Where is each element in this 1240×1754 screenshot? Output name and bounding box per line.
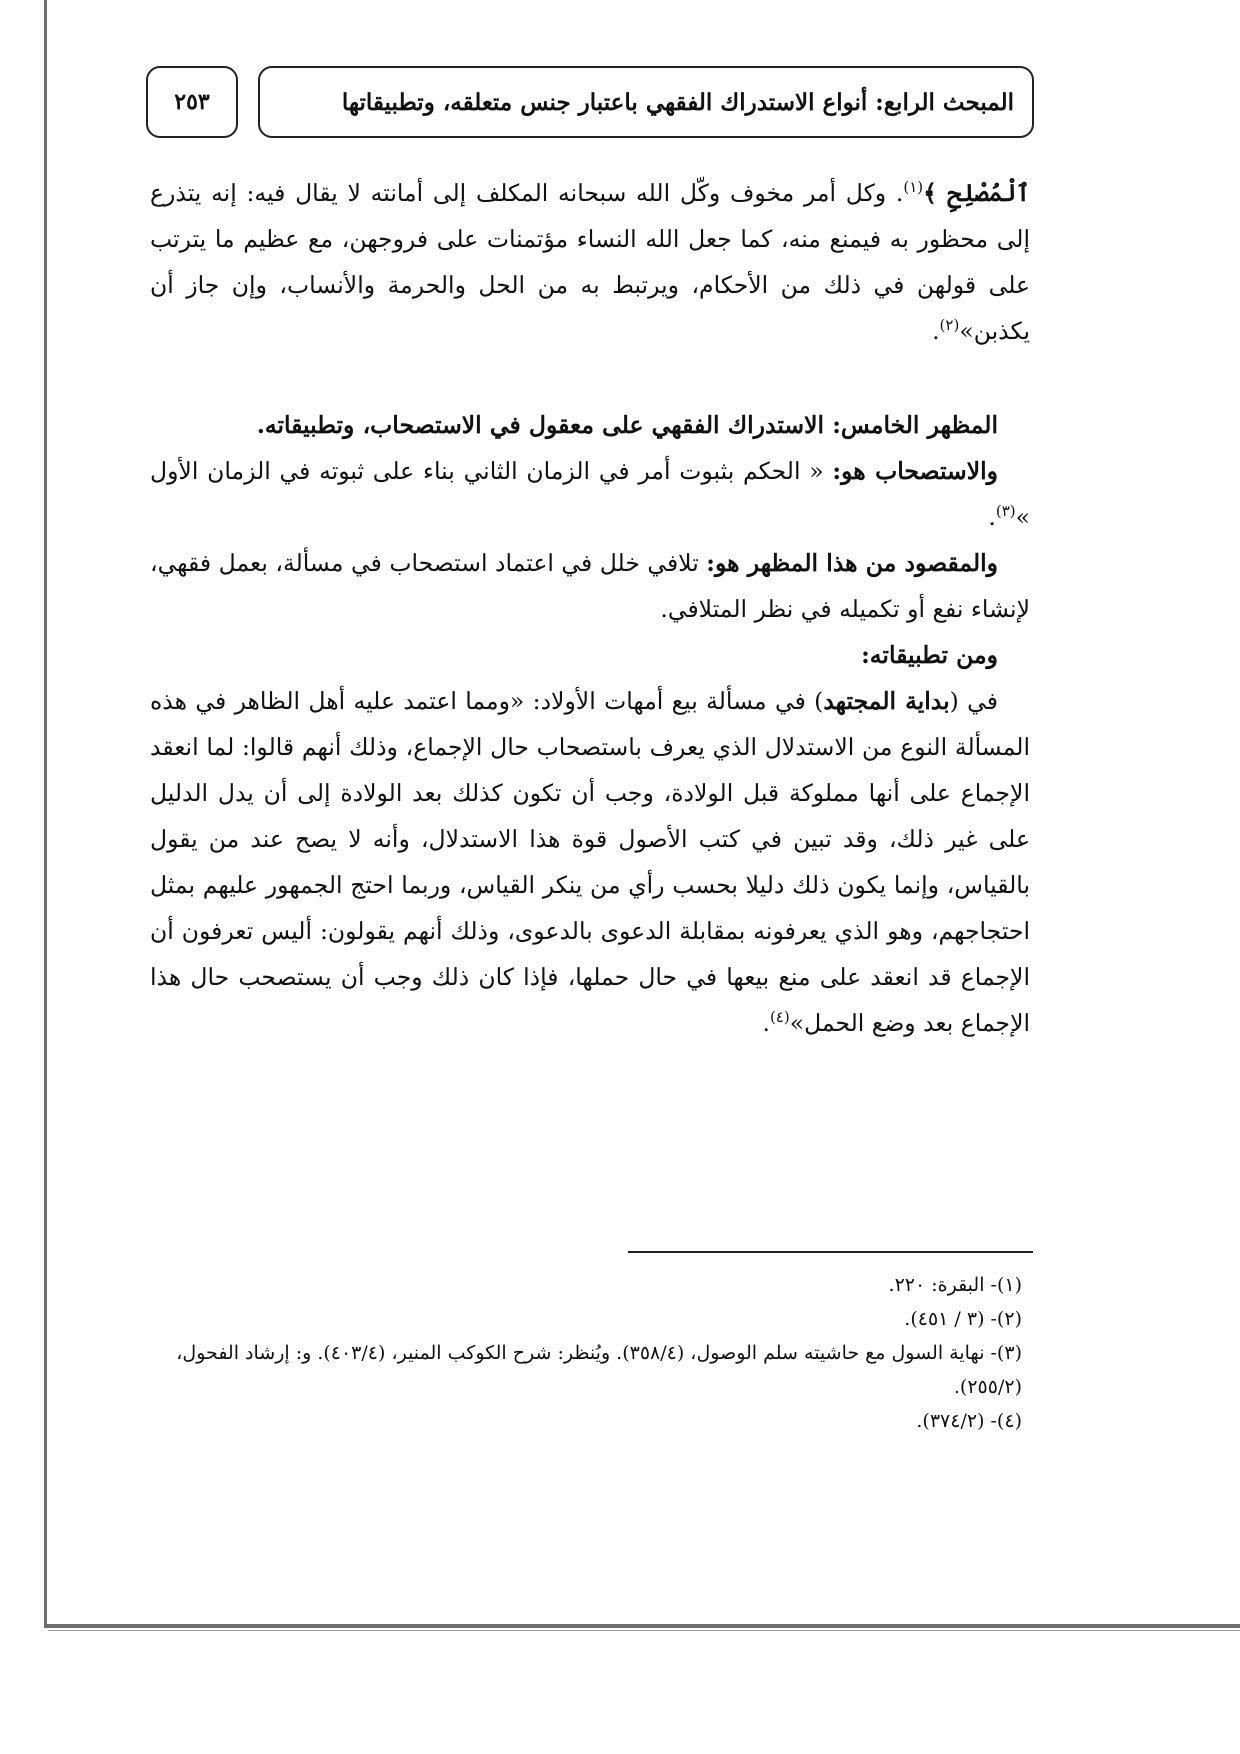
intent-label: والمقصود من هذا المظهر هو: <box>706 549 999 577</box>
footnote-4: (٤)- (٣٧٤/٢). <box>916 1410 1022 1432</box>
running-header-title: المبحث الرابع: أنواع الاستدراك الفقهي باعتبار جنس متعلقه، وتطبيقاتها <box>258 66 1034 138</box>
footnote-ref-4[interactable]: (٤) <box>769 1008 790 1027</box>
definition-label: والاستصحاب هو: <box>832 457 998 485</box>
definition-paragraph: والاستصحاب هو: « الحكم بثبوت أمر في الزمان الثاني بناء على ثبوته في الزمان الأول »$^{(٣)}$. <box>150 457 1030 531</box>
quote-paragraph: في (بداية المجتهد) في مسألة بيع أمهات الأولاد: «ومما اعتمد عليه أهل الظاهر في هذه المسألة النوع من الاستدلال الذي يعرف باستصحاب حال الإجماع، وذلك أنهم قالوا: لما انعقد الإجماع على أنها مملوكة قبل الولادة، وجب أن تكون كذلك بعد الولادة إلى أن يدل الدليل على غير ذلك، وقد تبين في كتب الأصول قوة هذا الاستدلال، وأنه لا يصح عند من يقول بالقياس، وإنما يكون ذلك دليلا بحسب رأي من ينكر القياس، وربما احتج الجمهور عليهم بمثل احتجاجهم، وهو الذي يعرفونه بمقابلة الدعوى بالدعوى، وذلك أنهم يقولون: أليس تعرفون أن الإجماع قد انعقد على منع بيعها في حال حملها، فإذا كان ذلك وجب أن يستصحب حال هذا الإجماع بعد وضع الحمل»$^{(٤)}$. <box>150 687 1030 1037</box>
footnote-1: (١)- البقرة: ٢٢٠. <box>888 1274 1022 1296</box>
footnote-2: (٢)- (٣ / ٤٥١). <box>904 1308 1022 1330</box>
page-frame-bottom <box>44 1624 1240 1628</box>
page-number: ٢٥٣ <box>146 66 238 138</box>
intent-paragraph: والمقصود من هذا المظهر هو: تلافي خلل في اعتماد استصحاب في مسألة، بعمل فقهي، لإنشاء نفع أو تكميله في نظر المتلافي. <box>150 549 1030 623</box>
page-body <box>150 170 1030 1046</box>
paragraph-continuation: ٱلْمُصْلِحِ ﴾$^{(١)}$. وكل أمر مخوف وكّل الله سبحانه المكلف إلى أمانته لا يقال فيه: إنه يتذرع إلى محظور به فيمنع منه، كما جعل الله النساء مؤتمنات على فروجهن، مع عظيم ما يترتب على قولهن في ذلك من الأحكام، ويرتبط به من الحل والحرمة والأنساب، وإن جاز أن يكذبن»$^{(٢)}$. <box>150 178 1030 345</box>
footnote-ref-2[interactable]: (٢) <box>939 316 960 335</box>
footnote-ref-1[interactable]: (١) <box>903 178 924 197</box>
footnote-ref-3[interactable]: (٣) <box>995 502 1016 521</box>
footnotes <box>150 1268 1030 1438</box>
section-heading: المظهر الخامس: الاستدراك الفقهي على معقول في الاستصحاب، وتطبيقاته. <box>256 411 998 439</box>
page-frame-bottom-shadow <box>48 1630 1240 1631</box>
footnote-3: (٣)- نهاية السول مع حاشيته سلم الوصول، (٣٥٨/٤). ويُنظر: شرح الكوكب المنير، (٤٠٣/٤). و: إرشاد الفحول، (٢٥٥/٢). <box>176 1342 1022 1398</box>
page-frame-left <box>44 0 47 1627</box>
book-title: بداية المجتهد <box>823 687 950 715</box>
footnote-separator <box>628 1251 1033 1253</box>
applications-heading: ومن تطبيقاته: <box>861 641 998 669</box>
quran-verse-fragment: ٱلْمُصْلِحِ ﴾ <box>923 179 1030 207</box>
